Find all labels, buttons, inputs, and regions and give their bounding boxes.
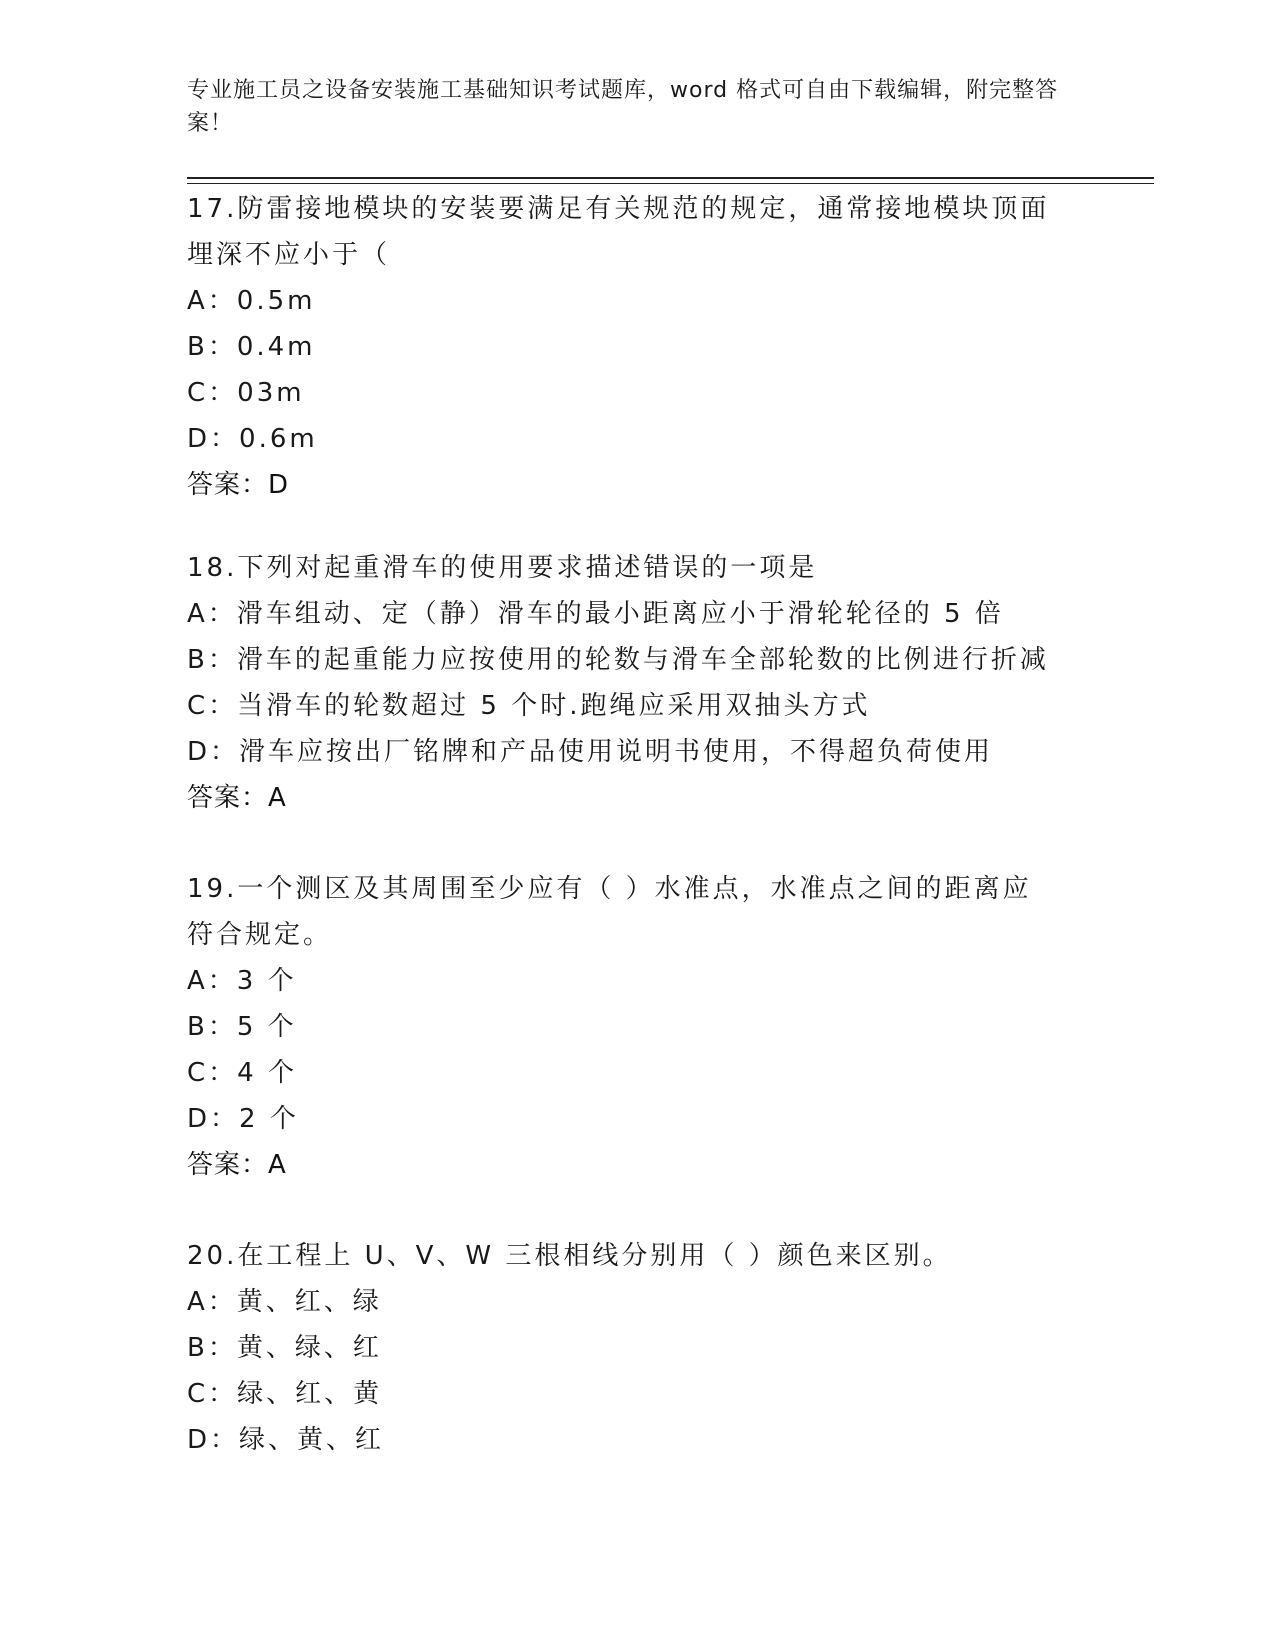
question-stem: 20.在工程上 U、V、W 三根相线分别用（ ）颜色来区别。 [187, 1241, 952, 1271]
question-stem: 17.防雷接地模块的安装要满足有关规范的规定，通常接地模块顶面埋深不应小于（ [187, 194, 1050, 270]
question-17 [187, 186, 1087, 508]
option-c: C：03m [187, 378, 305, 408]
question-19 [187, 866, 1087, 1188]
option-c: C：当滑车的轮数超过 5 个时.跑绳应采用双抽头方式 [187, 691, 871, 721]
option-d: D：绿、黄、红 [187, 1425, 385, 1455]
option-c: C：4 个 [187, 1058, 297, 1088]
option-a: A：3 个 [187, 966, 297, 996]
question-18 [187, 545, 1087, 821]
option-b: B：5 个 [187, 1012, 297, 1042]
option-a: A：滑车组动、定（静）滑车的最小距离应小于滑轮轮径的 5 倍 [187, 599, 1004, 629]
option-d: D：0.6m [187, 424, 318, 454]
question-stem: 18.下列对起重滑车的使用要求描述错误的一项是 [187, 553, 818, 583]
answer-line: 答案：D [187, 470, 290, 500]
option-b: B：黄、绿、红 [187, 1333, 382, 1363]
header-divider-thin [187, 183, 1154, 184]
option-a: A：黄、红、绿 [187, 1287, 382, 1317]
answer-line: 答案：A [187, 1150, 287, 1180]
option-b: B：滑车的起重能力应按使用的轮数与滑车全部轮数的比例进行折减 [187, 645, 1049, 675]
option-b: B：0.4m [187, 332, 316, 362]
question-20 [187, 1233, 1087, 1463]
question-stem: 19.一个测区及其周围至少应有（ ）水准点，水准点之间的距离应符合规定。 [187, 874, 1032, 950]
header-divider [187, 177, 1154, 179]
document-header: 专业施工员之设备安装施工基础知识考试题库，word 格式可自由下载编辑，附完整答案！ [187, 78, 1059, 136]
option-d: D：2 个 [187, 1104, 299, 1134]
option-d: D：滑车应按出厂铭牌和产品使用说明书使用，不得超负荷使用 [187, 737, 994, 767]
option-c: C：绿、红、黄 [187, 1379, 383, 1409]
answer-line: 答案：A [187, 783, 287, 813]
option-a: A：0.5m [187, 286, 316, 316]
